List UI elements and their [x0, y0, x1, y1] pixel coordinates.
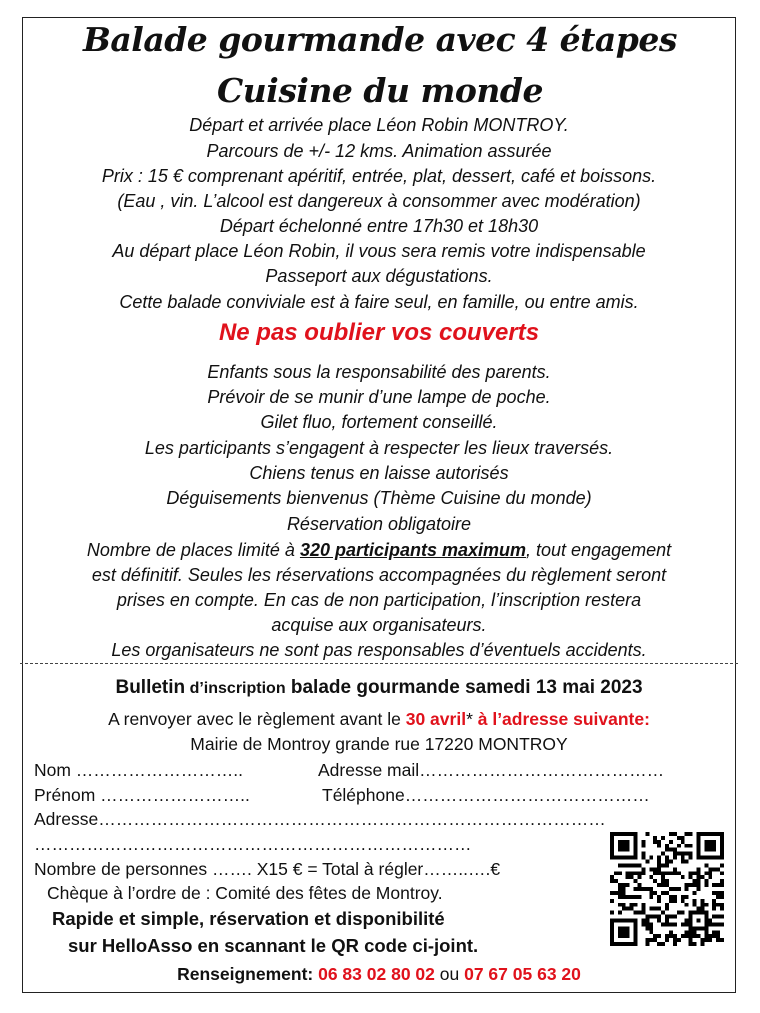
reminder-heading: Ne pas oublier vos couverts: [218, 319, 540, 346]
cheque-instructions: Chèque à l’ordre de : Comité des fêtes de Montroy.: [47, 883, 443, 903]
limit-line: prises en compte. En cas de non participation, l’inscription restera: [116, 590, 642, 610]
qr-code-icon[interactable]: [610, 832, 724, 946]
field-adresse[interactable]: Adresse……………………………………………………………………………: [34, 809, 606, 829]
rule-line: Gilet fluo, fortement conseillé.: [260, 412, 498, 432]
contact-line: Renseignement: 06 83 02 80 02 ou 07 67 05 63 20: [177, 964, 581, 984]
rule-line: Réservation obligatoire: [286, 514, 472, 534]
field-prenom[interactable]: Prénom ……………………..: [34, 785, 250, 805]
info-line: Passeport aux dégustations.: [265, 266, 493, 286]
field-email[interactable]: Adresse mail……………………………………: [318, 760, 665, 780]
field-telephone[interactable]: Téléphone……………………………………: [322, 785, 650, 805]
title-line-2: Cuisine du monde: [217, 71, 543, 110]
field-nombre-personnes[interactable]: Nombre de personnes ……. X15 € = Total à régler……..….€: [34, 859, 501, 879]
helloasso-line-2: sur HelloAsso en scannant le QR code ci-joint.: [68, 935, 479, 956]
limit-line: Nombre de places limité à 320 participants maximum, tout engagement: [86, 540, 672, 560]
bulletin-heading: Bulletin d’inscription balade gourmande samedi 13 mai 2023: [115, 677, 643, 698]
info-line: Au départ place Léon Robin, il vous sera remis votre indispensable: [112, 241, 646, 261]
field-nom[interactable]: Nom ………………………..: [34, 760, 244, 780]
info-line: (Eau , vin. L’alcool est dangereux à consommer avec modération): [117, 191, 641, 211]
limit-line: est définitif. Seules les réservations accompagnées du règlement seront: [91, 565, 667, 585]
info-line: Départ échelonné entre 17h30 et 18h30: [219, 216, 539, 236]
limit-line: Les organisateurs ne sont pas responsables d’éventuels accidents.: [111, 640, 647, 660]
rule-line: Les participants s’engagent à respecter les lieux traversés.: [144, 438, 614, 458]
participant-limit: 320 participants maximum: [299, 540, 527, 560]
helloasso-line-1: Rapide et simple, réservation et disponibilité: [52, 908, 445, 929]
field-adresse-continued[interactable]: …………………………………………………………………: [34, 834, 472, 854]
rule-line: Prévoir de se munir d’une lampe de poche.: [207, 387, 551, 407]
rule-line: Chiens tenus en laisse autorisés: [249, 463, 509, 483]
info-line: Prix : 15 € comprenant apéritif, entrée, plat, dessert, café et boissons.: [101, 166, 657, 186]
mailing-address: Mairie de Montroy grande rue 17220 MONTROY: [190, 734, 568, 754]
rule-line: Déguisements bienvenus (Thème Cuisine du monde): [166, 488, 592, 508]
phone-number-1[interactable]: 06 83 02 80 02: [318, 964, 435, 984]
title-line-1: Balade gourmande avec 4 étapes: [83, 20, 677, 59]
phone-number-2[interactable]: 07 67 05 63 20: [464, 964, 581, 984]
cut-line: [20, 663, 738, 664]
send-instructions: A renvoyer avec le règlement avant le 30 avril* à l’adresse suivante:: [108, 709, 650, 729]
rule-line: Enfants sous la responsabilité des parents.: [207, 362, 551, 382]
info-line: Départ et arrivée place Léon Robin MONTROY.: [189, 115, 569, 135]
info-line: Cette balade conviviale est à faire seul, en famille, ou entre amis.: [119, 292, 639, 312]
info-line: Parcours de +/- 12 kms. Animation assurée: [206, 141, 552, 161]
limit-line: acquise aux organisateurs.: [271, 615, 487, 635]
